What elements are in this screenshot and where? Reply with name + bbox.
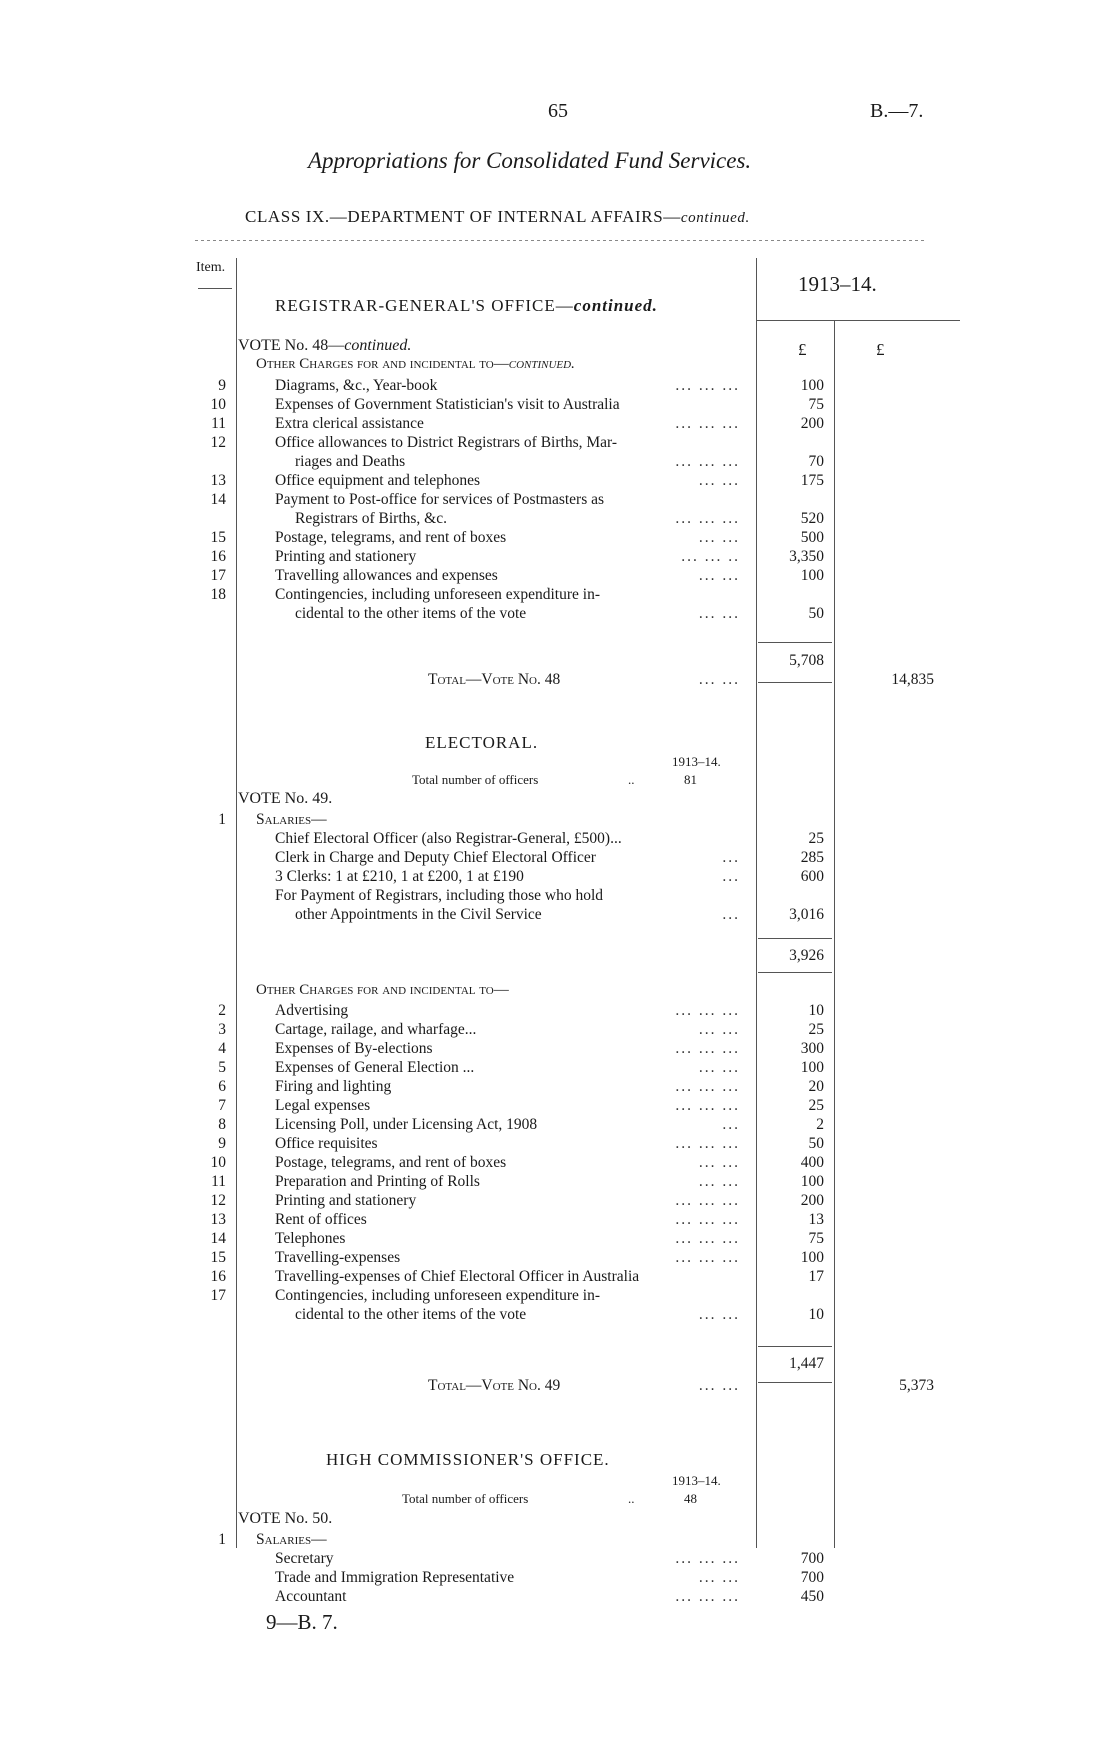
item-amount: 25 [808,1097,824,1114]
dots: ... ... [698,671,740,688]
item-description: For Payment of Registrars, including those who hold [275,887,604,904]
dots: ... ... ... [675,1230,740,1247]
dots: ... ... [698,472,740,489]
item-number: 14 [210,491,226,508]
hc-officers-count: 48 [684,1491,697,1506]
pound-column-1: £ [798,340,807,359]
item-amount: 10 [808,1306,824,1323]
elec-subtotal: 1,447 [789,1355,824,1372]
item-number: 16 [210,548,226,565]
line-item-row [0,1248,1114,1267]
dots: ... ... [698,1021,740,1038]
item-description: Accountant [275,1588,347,1605]
item-number: 10 [210,396,226,413]
item-amount: 600 [800,868,824,885]
line-item-row [0,433,1114,452]
elec-salaries-rule [758,938,832,939]
dots: ... ... ... [675,453,740,470]
item-number: 9 [218,377,226,394]
item-amount: 300 [800,1040,824,1057]
item-description: Rent of offices [275,1211,367,1228]
item-description: Expenses of Government Statistician's visit to Australia [275,396,620,413]
item-description-continued: other Appointments in the Civil Service [295,906,542,923]
item-description: Licensing Poll, under Licensing Act, 1908 [275,1116,538,1133]
item-number: 8 [218,1116,226,1133]
item-description-continued: cidental to the other items of the vote [295,1306,527,1323]
vote-49-total-label: Total—Vote No. 49 [428,1377,561,1394]
item-description: Postage, telegrams, and rent of boxes [275,529,507,546]
document-reference: B.—7. [870,100,924,122]
line-item-row [0,528,1114,547]
item-number: 17 [210,1287,226,1304]
other-charges-49: Other Charges for and incidental to— [256,982,509,998]
dots: ... ... ... [675,415,740,432]
line-item-row [0,1568,1114,1587]
page-number: 65 [548,100,568,122]
dots: ... ... ... [675,1135,740,1152]
item-amount: 75 [808,1230,824,1247]
item-description: Travelling allowances and expenses [275,567,498,584]
line-item-continuation [0,1305,1114,1324]
line-item-row [0,1115,1114,1134]
item-amount: 500 [800,529,824,546]
item-number: 1 [218,1531,226,1548]
dots: ... ... ... [675,1249,740,1266]
item-description: Office equipment and telephones [275,472,481,489]
item-amount: 25 [808,1021,824,1038]
hc-officers-year: 1913–14. [672,1473,721,1488]
salaries-label: Salaries— [256,1531,327,1548]
item-amount: 100 [800,1173,824,1190]
item-amount: 285 [800,849,824,866]
item-amount: 100 [800,567,824,584]
line-item-row [0,867,1114,886]
line-item-row [0,1077,1114,1096]
dots: ... ... [698,1059,740,1076]
line-item-row [0,1058,1114,1077]
line-item-row [0,1587,1114,1606]
class-heading: CLASS IX.—DEPARTMENT OF INTERNAL AFFAIRS—continued. [245,207,750,226]
signature-mark: 9—B. 7. [266,1610,338,1634]
item-number: 2 [218,1002,226,1019]
line-item-row [0,1020,1114,1039]
dots: ... ... [698,1173,740,1190]
vote-48-total: 14,835 [891,671,934,688]
item-description: Advertising [275,1002,349,1019]
dots: ... ... ... [675,1078,740,1095]
line-item-row [0,471,1114,490]
item-description: Travelling-expenses of Chief Electoral Officer in Australia [275,1268,640,1285]
item-description: Chief Electoral Officer (also Registrar-General, £500)... [275,830,622,847]
item-number: 15 [210,1249,226,1266]
dots: ... [722,1116,740,1133]
dots: ... ... [698,605,740,622]
vote-50-label: VOTE No. 50. [238,1510,333,1527]
line-item-row [0,886,1114,905]
item-description: Expenses of General Election ... [275,1059,475,1076]
elec-salaries-underline [758,972,832,973]
item-amount: 10 [808,1002,824,1019]
line-item-row [0,376,1114,395]
item-number: 6 [218,1078,226,1095]
item-number: 16 [210,1268,226,1285]
item-amount: 3,350 [789,548,824,565]
dots: ... ... ... [675,1192,740,1209]
line-item-row [0,1229,1114,1248]
item-description: Postage, telegrams, and rent of boxes [275,1154,507,1171]
item-description: Cartage, railage, and wharfage... [275,1021,477,1038]
item-number: 12 [210,1192,226,1209]
vote-48-label: VOTE No. 48—continued. [238,337,412,354]
item-amount: 700 [800,1550,824,1567]
item-amount: 200 [800,1192,824,1209]
item-description: Preparation and Printing of Rolls [275,1173,480,1190]
item-amount: 20 [808,1078,824,1095]
item-amount: 25 [808,830,824,847]
item-description: Secretary [275,1550,334,1567]
reg-subtotal-rule [758,642,832,643]
dots: ... ... [698,1306,740,1323]
item-description: Extra clerical assistance [275,415,424,432]
line-item-continuation [0,452,1114,471]
item-number: 13 [210,472,226,489]
registrar-general-heading: REGISTRAR-GENERAL'S OFFICE—continued. [275,296,658,315]
item-description: Office allowances to District Registrars of Births, Mar- [275,434,618,451]
vote-48-total-row [0,670,1114,689]
line-item-row [0,585,1114,604]
dots: ... ... ... [675,1002,740,1019]
electoral-officers-year: 1913–14. [672,754,721,769]
reg-subtotal: 5,708 [789,652,824,669]
item-amount: 100 [800,377,824,394]
item-amount: 450 [800,1588,824,1605]
line-item-row [0,547,1114,566]
vote-49-label: VOTE No. 49. [238,790,333,807]
item-number: 12 [210,434,226,451]
item-description: Contingencies, including unforeseen expenditure in- [275,586,600,603]
line-item-row [0,1039,1114,1058]
item-number: 14 [210,1230,226,1247]
line-item-row [0,1153,1114,1172]
item-amount: 175 [800,472,824,489]
elec-subtotal-rule [758,1346,832,1347]
page-title: Appropriations for Consolidated Fund Services. [308,148,752,173]
item-description: Printing and stationery [275,548,417,565]
elec-salaries-total: 3,926 [789,947,824,964]
line-item-row [0,1172,1114,1191]
item-column-header: Item. [196,260,226,275]
line-item-row [0,566,1114,585]
line-item-row [0,1001,1114,1020]
dots: ... ... ... [675,377,740,394]
item-amount: 2 [816,1116,824,1133]
item-description: Travelling-expenses [275,1249,401,1266]
line-item-row [0,829,1114,848]
vote-48-total-label: Total—Vote No. 48 [428,671,561,688]
item-number: 1 [218,811,226,828]
line-item-row [0,1134,1114,1153]
item-amount: 200 [800,415,824,432]
line-item-continuation [0,905,1114,924]
item-number: 4 [218,1040,226,1057]
hc-officers-label: Total number of officers [402,1491,529,1506]
item-description: Telephones [275,1230,346,1247]
item-number: 7 [218,1097,226,1114]
dots: ... ... [698,1377,740,1394]
line-item-continuation [0,509,1114,528]
salaries-label: Salaries— [256,811,327,828]
vote-49-total: 5,373 [899,1377,934,1394]
electoral-salaries-row [0,810,1114,829]
item-number: 13 [210,1211,226,1228]
item-header-underline [198,288,232,289]
item-description-continued: Registrars of Births, &c. [295,510,447,527]
item-description: Clerk in Charge and Deputy Chief Electoral Officer [275,849,596,866]
item-description-continued: cidental to the other items of the vote [295,605,527,622]
item-number: 5 [218,1059,226,1076]
item-amount: 400 [800,1154,824,1171]
item-number: 3 [218,1021,226,1038]
dots: ... ... [698,567,740,584]
item-number: 18 [210,586,226,603]
item-amount: 520 [800,510,824,527]
item-description: Firing and lighting [275,1078,392,1095]
item-amount: 50 [808,605,824,622]
line-item-row [0,1286,1114,1305]
electoral-heading: ELECTORAL. [425,733,539,752]
item-description: Expenses of By-elections [275,1040,433,1057]
item-description: Payment to Post-office for services of Postmasters as [275,491,605,508]
item-description: Contingencies, including unforeseen expenditure in- [275,1287,600,1304]
vote-49-total-row [0,1376,1114,1395]
item-amount: 50 [808,1135,824,1152]
dots: ... ... ... [675,1040,740,1057]
pound-column-2: £ [876,340,885,359]
dots: ... ... [698,1569,740,1586]
line-item-row [0,490,1114,509]
dots: ... ... .. [681,548,740,565]
year-column-header: 1913–14. [798,272,877,296]
dots: ... ... [698,529,740,546]
item-description: Office requisites [275,1135,378,1152]
hc-salaries-row [0,1530,1114,1549]
line-item-row [0,1267,1114,1286]
line-item-continuation [0,604,1114,623]
dots: ... ... ... [675,1588,740,1605]
high-commissioner-heading: HIGH COMMISSIONER'S OFFICE. [326,1450,610,1469]
elec-subtotal-row [0,1354,1114,1373]
electoral-officers-dots: .. [628,772,635,787]
item-number: 11 [211,415,226,432]
dots: ... ... ... [675,1097,740,1114]
line-item-row [0,1210,1114,1229]
dots: ... [722,868,740,885]
item-amount: 13 [808,1211,824,1228]
item-number: 9 [218,1135,226,1152]
header-rule [195,240,925,241]
line-item-row [0,1191,1114,1210]
item-amount: 17 [808,1268,824,1285]
item-amount: 700 [800,1569,824,1586]
line-item-row [0,1549,1114,1568]
item-description: Trade and Immigration Representative [275,1569,515,1586]
dots: ... [722,906,740,923]
dots: ... ... [698,1154,740,1171]
hc-officers-dots: .. [628,1491,635,1506]
elec-salaries-total-row [0,946,1114,965]
line-item-row [0,414,1114,433]
item-description: Printing and stationery [275,1192,417,1209]
item-amount: 70 [808,453,824,470]
line-item-row [0,1096,1114,1115]
electoral-officers-count: 81 [684,772,697,787]
item-amount: 75 [808,396,824,413]
item-amount: 100 [800,1059,824,1076]
item-description: 3 Clerks: 1 at £210, 1 at £200, 1 at £190 [275,868,524,885]
item-description: Diagrams, &c., Year-book [275,377,438,394]
item-number: 15 [210,529,226,546]
line-item-row [0,395,1114,414]
item-number: 10 [210,1154,226,1171]
item-description: Legal expenses [275,1097,371,1114]
year-header-rule [756,320,960,321]
reg-subtotal-row [0,651,1114,670]
dots: ... ... ... [675,1211,740,1228]
other-charges-48: Other Charges for and incidental to—continued. [256,356,575,372]
dots: ... [722,849,740,866]
line-item-row [0,848,1114,867]
electoral-officers-label: Total number of officers [412,772,539,787]
item-number: 17 [210,567,226,584]
item-amount: 3,016 [789,906,824,923]
item-amount: 100 [800,1249,824,1266]
dots: ... ... ... [675,510,740,527]
item-number: 11 [211,1173,226,1190]
dots: ... ... ... [675,1550,740,1567]
item-description-continued: riages and Deaths [295,453,406,470]
